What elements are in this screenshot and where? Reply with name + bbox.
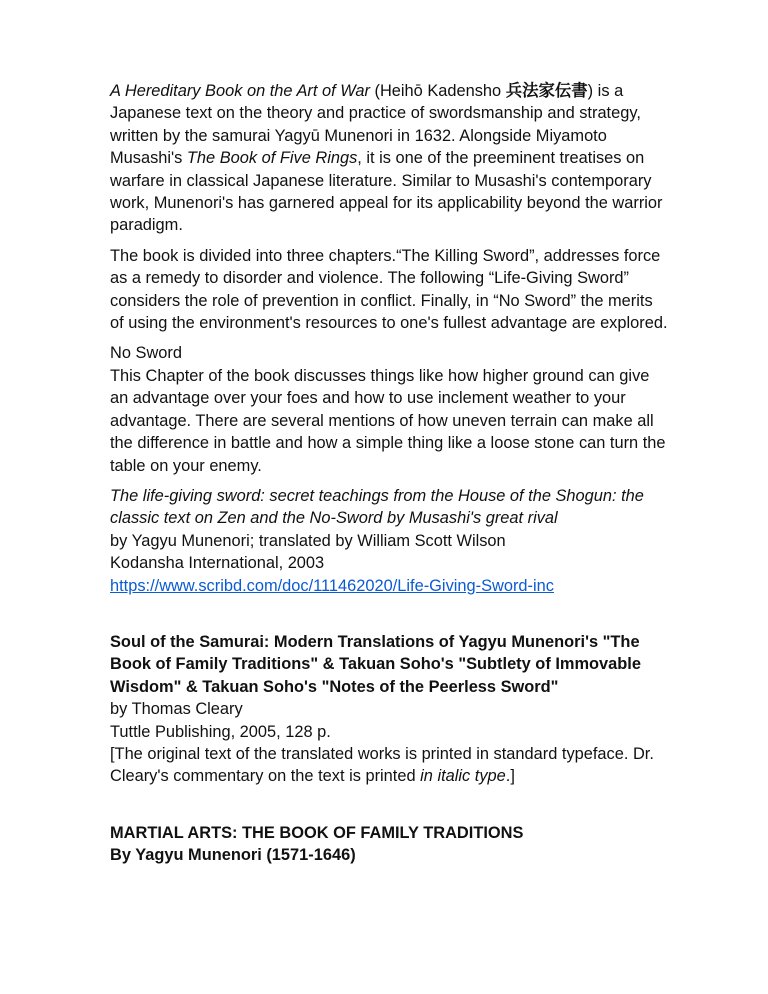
reference-2-note-italic: in italic type bbox=[420, 767, 506, 786]
reference-2-publisher: Tuttle Publishing, 2005, 128 p. bbox=[110, 722, 331, 741]
section-author: By Yagyu Munenori (1571-1646) bbox=[110, 846, 356, 865]
intro-paragraph bbox=[110, 80, 668, 237]
reference-1-publisher: Kodansha International, 2003 bbox=[110, 554, 325, 573]
reference-2-title: Soul of the Samurai: Modern Translations of Yagyu Munenori's "The Book of Family Traditions" & Takuan Soho's "Subtlety of Immovable Wisdom" & Takuan Soho's "Notes of the Peerless Sword" bbox=[110, 632, 641, 696]
book-title-romaji: (Heihō Kadensho bbox=[369, 82, 506, 100]
reference-1-link[interactable]: https://www.scribd.com/doc/111462020/Life-Giving-Sword-inc bbox=[110, 576, 554, 595]
five-rings-title: The Book of Five Rings bbox=[186, 149, 358, 168]
spacer bbox=[110, 796, 668, 822]
reference-1 bbox=[110, 485, 668, 597]
spacer bbox=[110, 605, 668, 631]
intro-text-part2: , it is one of the preeminent treatises on warfare in classical Japanese literature. Similar to Musashi's contemporary work, Munenori's has garnered appeal for its applicability beyond the warrior paradigm. bbox=[110, 149, 663, 235]
no-sword-paragraph bbox=[110, 342, 668, 476]
reference-1-title: The life-giving sword: secret teachings from the House of the Shogun: the classic text on Zen and the No-Sword by Musashi's great rival bbox=[110, 486, 644, 528]
book-title-italic: A Hereditary Book on the Art of War bbox=[110, 82, 370, 100]
reference-2-note-pre: [The original text of the translated works is printed in standard typeface. Dr. Cleary's commentary on the text is printed bbox=[110, 744, 654, 786]
chapters-paragraph: The book is divided into three chapters.“The Killing Sword”, addresses force as a remedy to disorder and violence. The following “Life-Giving Sword” considers the role of prevention in conflict. Finally, in “No Sword” the merits of using the environment's resources to one's fullest advantage are explored. bbox=[110, 246, 668, 333]
section-block bbox=[110, 822, 668, 867]
reference-2-author: by Thomas Cleary bbox=[110, 700, 243, 719]
section-heading: MARTIAL ARTS: THE BOOK OF FAMILY TRADITIONS bbox=[110, 823, 524, 842]
reference-1-author: by Yagyu Munenori; translated by William Scott Wilson bbox=[110, 531, 506, 550]
reference-2-note-post: .] bbox=[505, 767, 515, 786]
no-sword-heading: No Sword bbox=[110, 344, 182, 363]
book-title-kanji: 兵法家伝書 bbox=[505, 81, 588, 100]
no-sword-text: This Chapter of the book discusses things like how higher ground can give an advantage over your foes and how to use inclement weather to your advantage. There are several mentions of how uneven terrain can make all the difference in battle and how a simple thing like a loose stone can turn the table on your enemy. bbox=[110, 366, 666, 475]
reference-2 bbox=[110, 631, 668, 788]
intro-text-part1: ) is a Japanese text on the theory and practice of swordsmanship and strategy, written by the samurai Yagyū Munenori in 1632. Alongside Miyamoto Musashi's bbox=[110, 82, 641, 168]
